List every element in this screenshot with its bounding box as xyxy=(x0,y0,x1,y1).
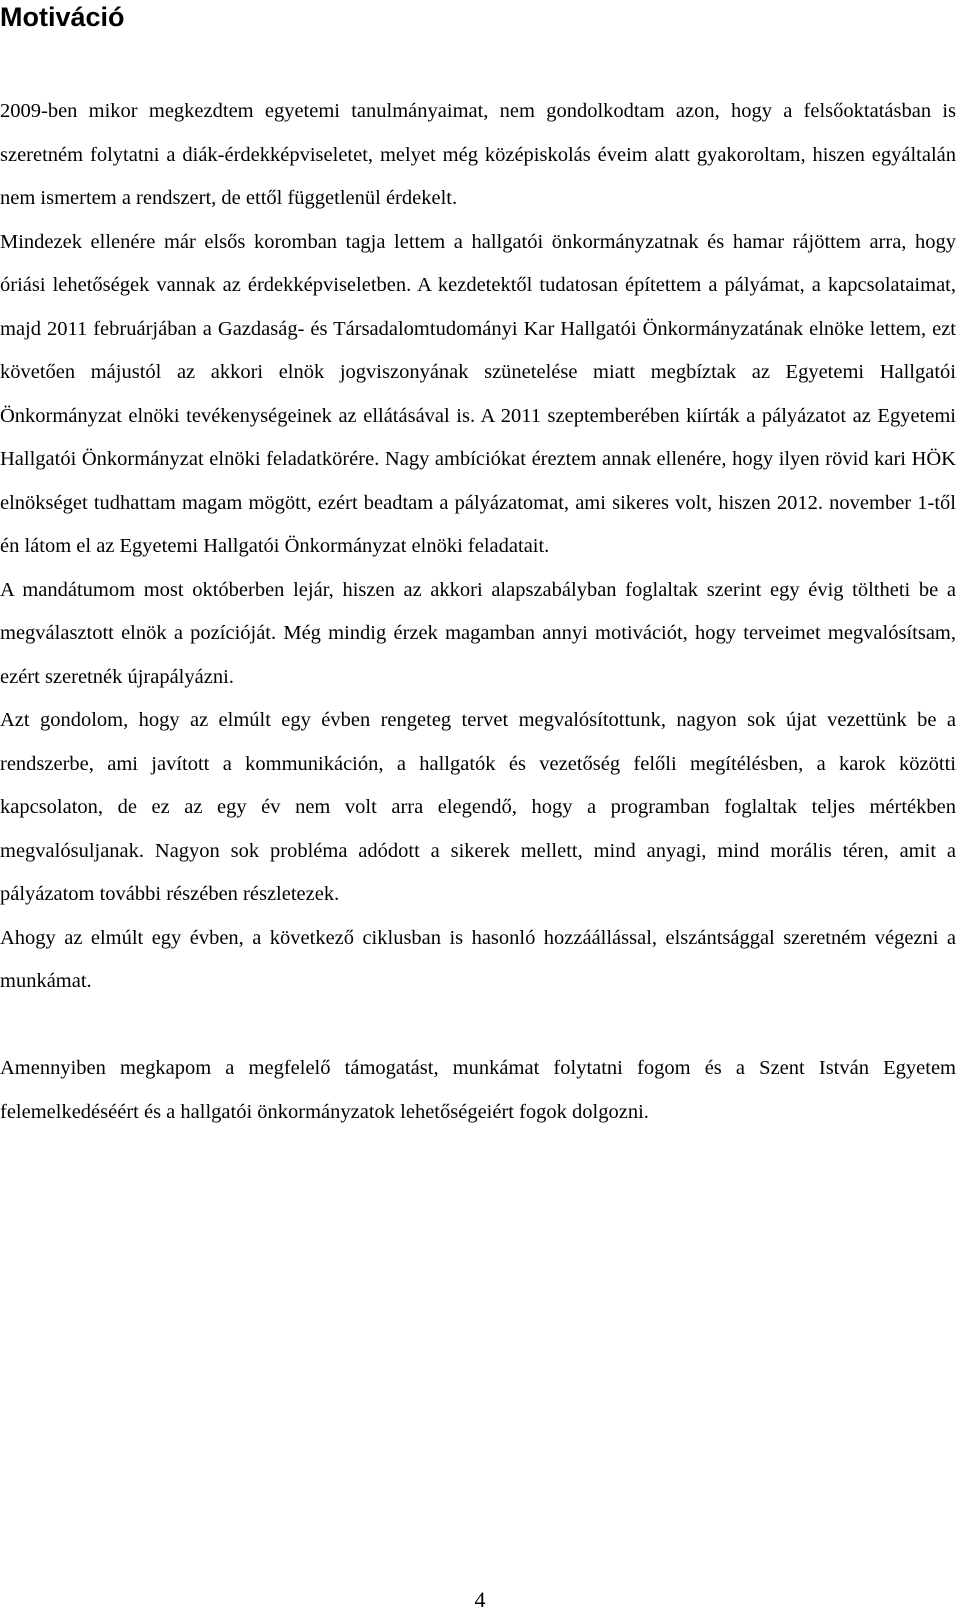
page-number: 4 xyxy=(474,1587,486,1612)
document-body xyxy=(0,90,956,1134)
paragraph-achievements: Azt gondolom, hogy az elmúlt egy évben rengeteg tervet megvalósítottunk, nagyon sok újat vezettünk be a rendszerbe, ami javított a kommunikáción, a hallgatók és vezetőség felőli megítélésben, a karok közötti kapcsolaton, de ez az egy év nem volt arra elegendő, hogy a programban foglaltak teljes mértékben megvalósuljanak. Nagyon sok probléma adódott a sikerek mellett, mind anyagi, mind morális téren, amit a pályázatom további részében részletezek. xyxy=(0,709,956,905)
page-title: Motiváció xyxy=(0,2,125,32)
paragraph-career: Mindezek ellenére már elsős koromban tagja lettem a hallgatói önkormányzatnak és hamar rájöttem arra, hogy óriási lehetőségek vannak az érdekképviseletben. A kezdetektől tudatosan építettem a pályámat, a kapcsolataimat, majd 2011 februárjában a Gazdaság- és Társadalomtudományi Kar Hallgatói Önkormányzatának elnöke lettem, ezt követően májustól az akkori elnök jogviszonyának szünetelése miatt megbíztak az Egyetemi Hallgatói Önkormányzat elnöki tevékenységeinek az ellátásával is. A 2011 szeptemberében kiírták a pályázatot az Egyetemi Hallgatói Önkormányzat elnöki feladatkörére. Nagy ambíciókat éreztem annak ellenére, hogy ilyen rövid kari HÖK elnökséget tudhattam magam mögött, ezért beadtam a pályázatomat, ami sikeres volt, hiszen 2012. november 1-től én látom el az Egyetemi Hallgatói Önkormányzat elnöki feladatait. xyxy=(0,230,956,557)
paragraph-commitment: Ahogy az elmúlt egy évben, a következő ciklusban is hasonló hozzáállással, elszántsággal szeretném végezni a munkámat. xyxy=(0,926,956,992)
paragraph-mandate: A mandátumom most októberben lejár, hiszen az akkori alapszabályban foglaltak szerint egy évig töltheti be a megválasztott elnök a pozícióját. Még mindig érzek magamban annyi motivációt, hogy terveimet megvalósítsam, ezért szeretnék újrapályázni. xyxy=(0,578,956,688)
paragraph-intro: 2009-ben mikor megkezdtem egyetemi tanulmányaimat, nem gondolkodtam azon, hogy a felsőoktatásban is szeretném folytatni a diák-érdekképviseletet, melyet még középiskolás éveim alatt gyakoroltam, hiszen egyáltalán nem ismertem a rendszert, de ettől függetlenül érdekelt. xyxy=(0,100,956,209)
paragraph-closing: Amennyiben megkapom a megfelelő támogatást, munkámat folytatni fogom és a Szent István Egyetem felemelkedéséért és a hallgatói önkormányzatok lehetőségeiért fogok dolgozni. xyxy=(0,1057,956,1123)
